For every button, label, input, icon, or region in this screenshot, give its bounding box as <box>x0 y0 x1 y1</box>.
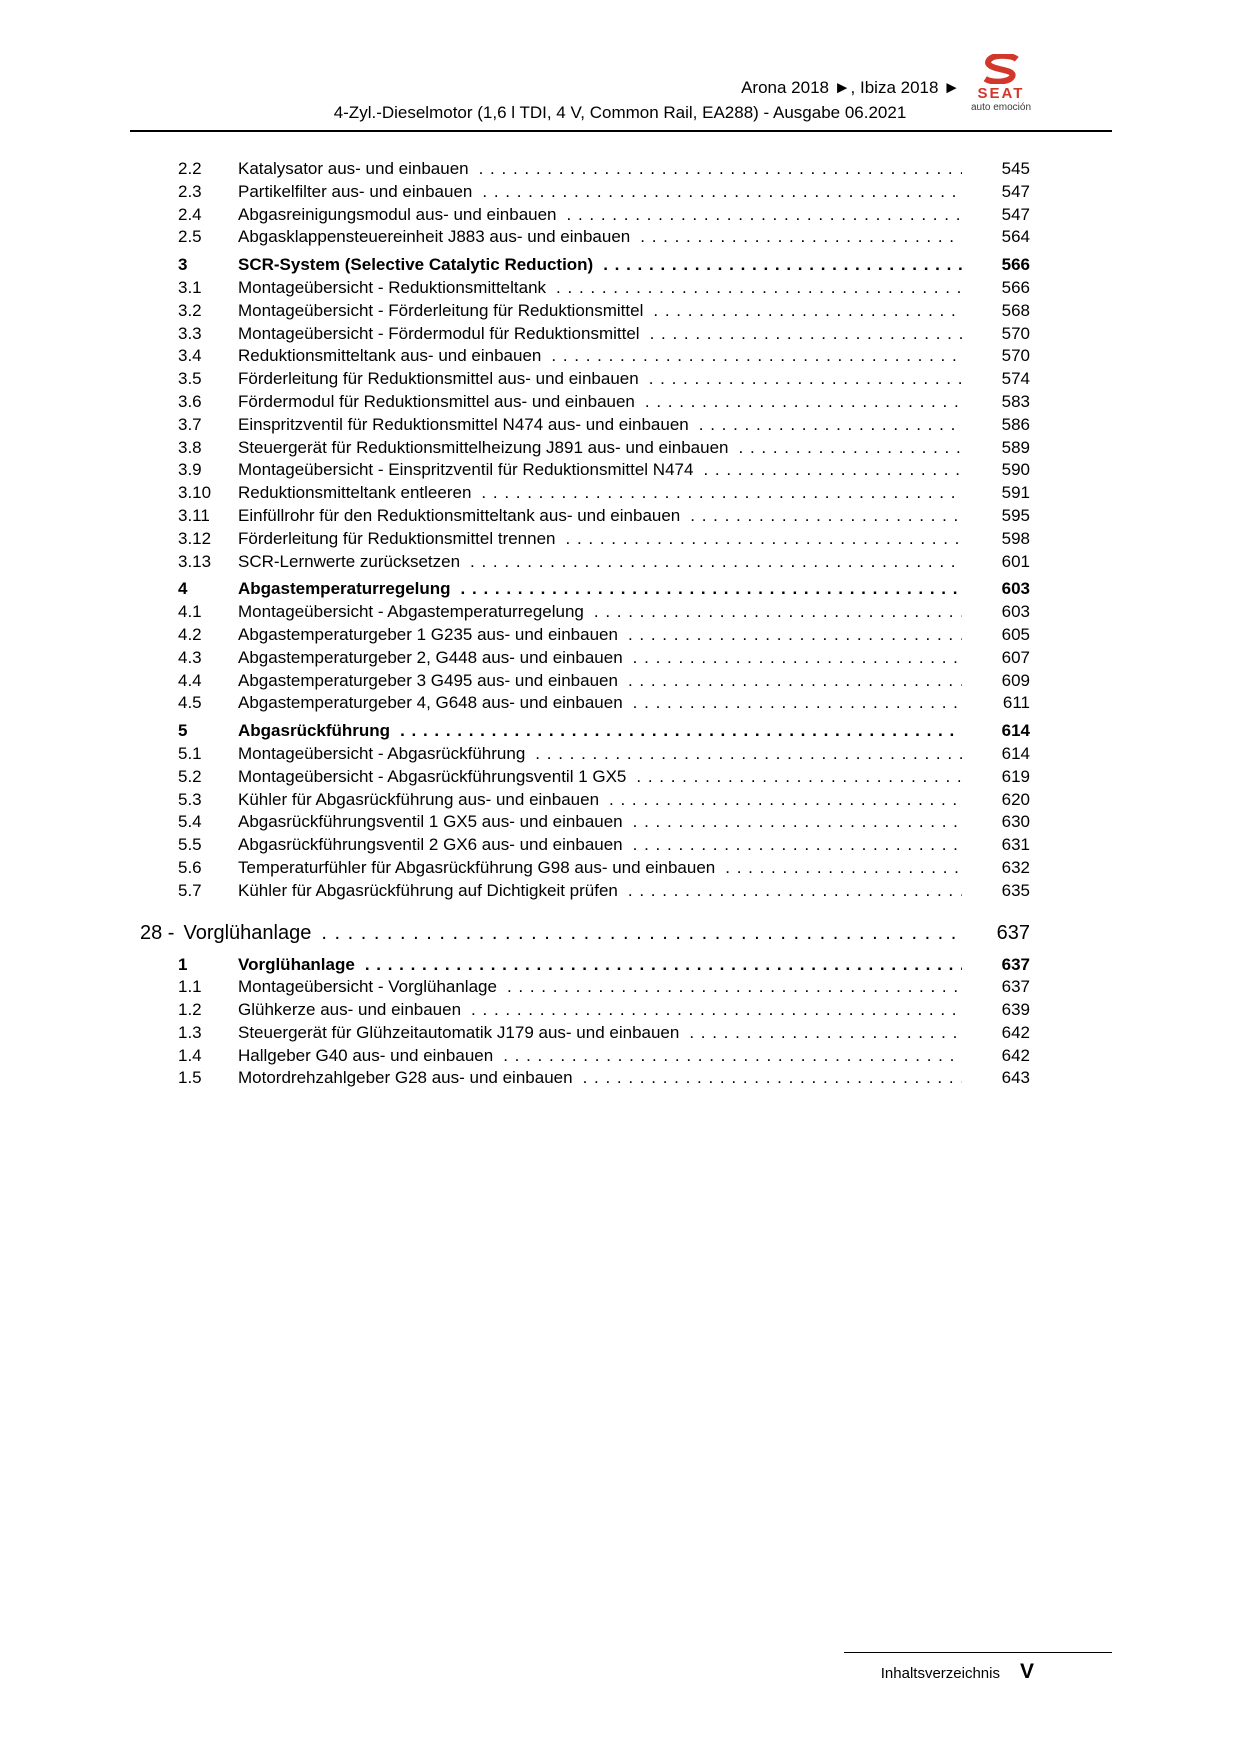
toc-entry-title: Glühkerze aus- und einbauen <box>238 1000 462 1020</box>
toc-entry-number: 5.4 <box>178 812 202 832</box>
toc-entry-title: Abgastemperaturgeber 4, G648 aus- und einbauen <box>238 693 623 713</box>
toc-entry-number: 3.13 <box>178 551 212 571</box>
toc-row <box>140 789 1030 812</box>
toc-entry-number: 3.11 <box>178 505 210 525</box>
toc-entry-title: Abgastemperaturgeber 1 G235 aus- und einbauen <box>238 624 618 644</box>
toc-row <box>140 1045 1030 1068</box>
toc-entry-number: 3.2 <box>178 300 202 320</box>
toc-entry-title: Förderleitung für Reduktionsmittel trennen <box>238 528 556 548</box>
toc-row <box>140 181 1030 204</box>
toc-entry-title: Montageübersicht - Abgasrückführung <box>238 743 526 763</box>
toc-entry-page: 605 <box>1001 624 1030 644</box>
toc-entry-title: Abgasklappensteuereinheit J883 aus- und einbauen <box>238 227 631 247</box>
toc-entry-page: 642 <box>1001 1045 1030 1065</box>
dot-leader <box>633 647 962 670</box>
toc-entry-page: 570 <box>1001 346 1030 366</box>
toc-entry-page: 643 <box>1001 1068 1030 1088</box>
toc-entry-number: 5 <box>178 721 188 741</box>
toc-entry-title: Förderleitung für Reduktionsmittel aus- und einbauen <box>238 369 639 389</box>
toc-row <box>140 505 1030 528</box>
footer-page-number: V <box>1019 1660 1034 1683</box>
toc-entry-page: 632 <box>1001 857 1030 877</box>
toc-entry-page: 547 <box>1001 181 1030 201</box>
dot-leader <box>725 857 962 880</box>
toc-entry-number: 1.5 <box>178 1068 202 1088</box>
toc-entry-page: 607 <box>1001 647 1030 667</box>
toc-entry-title: Abgasreinigungsmodul aus- und einbauen <box>238 204 557 224</box>
toc-entry-page: 568 <box>1001 300 1030 320</box>
toc-entry-number: 4.2 <box>178 624 202 644</box>
toc-row <box>140 414 1030 437</box>
toc-entry-page: 619 <box>1001 766 1030 786</box>
toc <box>140 158 1030 1090</box>
toc-entry-number: 4.4 <box>178 670 202 690</box>
toc-entry-number: 3.8 <box>178 437 202 457</box>
toc-entry-number: 1.1 <box>178 977 202 997</box>
toc-row <box>140 1067 1030 1090</box>
toc-row <box>140 999 1030 1022</box>
toc-row <box>140 834 1030 857</box>
toc-entry-number: 1.4 <box>178 1045 202 1065</box>
dot-leader <box>633 834 962 857</box>
toc-entry-page: 598 <box>1001 528 1030 548</box>
toc-entry-number: 4 <box>178 579 188 599</box>
toc-row <box>140 204 1030 227</box>
dot-leader <box>461 578 962 601</box>
toc-row <box>140 670 1030 693</box>
toc-entry-title: Montageübersicht - Abgasrückführungsventil 1 GX5 <box>238 766 627 786</box>
toc-row <box>140 459 1030 482</box>
dot-leader <box>556 277 962 300</box>
toc-entry-title: Reduktionsmitteltank entleeren <box>238 483 472 503</box>
toc-entry-number: 4.1 <box>178 602 202 622</box>
toc-row <box>140 857 1030 880</box>
toc-row <box>140 766 1030 789</box>
footer <box>881 1660 1034 1684</box>
dot-leader <box>603 254 962 277</box>
toc-entry-page: 611 <box>1002 693 1030 713</box>
dot-leader <box>479 158 962 181</box>
toc-entry-title: Einfüllrohr für den Reduktionsmitteltank aus- und einbauen <box>238 505 681 525</box>
toc-entry-title: Abgasrückführungsventil 2 GX6 aus- und einbauen <box>238 835 623 855</box>
toc-entry-page: 603 <box>1001 579 1030 599</box>
toc-entry-page: 614 <box>1001 743 1030 763</box>
toc-entry-number: 3.7 <box>178 414 202 434</box>
toc-entry-number: 2.2 <box>178 159 202 178</box>
toc-entry-title: Montageübersicht - Abgastemperaturregelung <box>238 602 584 622</box>
toc-entry-number: 5.7 <box>178 880 202 900</box>
toc-entry-page: 601 <box>1001 551 1030 571</box>
toc-row <box>140 482 1030 505</box>
toc-entry-page: 637 <box>1001 954 1030 974</box>
toc-entry-title: Montageübersicht - Förderleitung für Reduktionsmittel <box>238 300 644 320</box>
dot-leader <box>703 459 962 482</box>
toc-entry-number: 3.10 <box>178 483 212 503</box>
toc-entry-title: Steuergerät für Glühzeitautomatik J179 aus- und einbauen <box>238 1022 680 1042</box>
toc-entry-number: 3.1 <box>178 277 202 297</box>
header-divider <box>130 130 1112 132</box>
footer-section-label: Inhaltsverzeichnis <box>880 1665 1000 1682</box>
toc-row <box>140 277 1030 300</box>
toc-entry-title: Montageübersicht - Fördermodul für Reduktionsmittel <box>238 323 640 343</box>
toc-entry-page: 603 <box>1001 602 1030 622</box>
header-subtitle: 4-Zyl.-Dieselmotor (1,6 l TDI, 4 V, Common Rail, EA288) - Ausgabe 06.2021 <box>333 103 907 122</box>
toc-entry-page: 630 <box>1001 812 1030 832</box>
toc-entry-title: Kühler für Abgasrückführung aus- und einbauen <box>238 789 600 809</box>
dot-leader <box>609 789 962 812</box>
toc-row <box>140 601 1030 624</box>
toc-row <box>140 976 1030 999</box>
toc-entry-title: Partikelfilter aus- und einbauen <box>238 181 473 201</box>
toc-entry-page: 639 <box>1001 1000 1030 1020</box>
toc-entry-title: Montageübersicht - Einspritzventil für Reduktionsmittel N474 <box>238 460 694 480</box>
seat-tagline: auto emoción <box>970 102 1032 113</box>
toc-entry-number: 5.5 <box>178 835 202 855</box>
dot-leader <box>636 766 962 789</box>
toc-entry-page: 589 <box>1001 437 1030 457</box>
dot-leader <box>535 743 962 766</box>
toc-entry-page: 574 <box>1001 369 1030 389</box>
toc-entry-title: Motordrehzahlgeber G28 aus- und einbauen <box>238 1068 573 1088</box>
toc-row <box>140 368 1030 391</box>
dot-leader <box>321 918 962 948</box>
toc-entry-number: 1 <box>178 954 188 974</box>
toc-entry-title: SCR-Lernwerte zurücksetzen <box>238 551 461 571</box>
toc-entry-title: Vorglühanlage <box>183 921 312 944</box>
toc-entry-title: Reduktionsmitteltank aus- und einbauen <box>238 346 542 366</box>
toc-row <box>140 743 1030 766</box>
toc-entry-page: 631 <box>1001 835 1030 855</box>
toc-row <box>140 578 1030 601</box>
toc-entry-page: 620 <box>1001 789 1030 809</box>
dot-leader <box>628 624 962 647</box>
toc-entry-page: 545 <box>1001 159 1030 178</box>
toc-row <box>140 647 1030 670</box>
toc-entry-title: Montageübersicht - Reduktionsmitteltank <box>238 277 547 297</box>
toc-entry-page: 614 <box>1001 721 1030 741</box>
header-models: Arona 2018 ►, Ibiza 2018 ► <box>741 78 960 97</box>
dot-leader <box>503 1045 962 1068</box>
dot-leader <box>633 811 962 834</box>
dot-leader <box>633 692 962 715</box>
toc-row <box>140 437 1030 460</box>
toc-entry-page: 547 <box>1001 204 1030 224</box>
toc-entry-number: 5.2 <box>178 766 202 786</box>
dot-leader <box>628 880 962 903</box>
dot-leader <box>689 1022 962 1045</box>
dot-leader <box>640 226 962 249</box>
dot-leader <box>699 414 962 437</box>
toc-entry-number: 3.9 <box>178 460 202 480</box>
dot-leader <box>507 976 962 999</box>
toc-entry-page: 586 <box>1001 414 1030 434</box>
toc-entry-number: 5.6 <box>178 857 202 877</box>
dot-leader <box>690 505 962 528</box>
toc-entry-number: 3.3 <box>178 323 202 343</box>
toc-entry-page: 637 <box>1001 977 1030 997</box>
toc-entry-title: Montageübersicht - Vorglühanlage <box>238 977 497 997</box>
footer-divider <box>844 1652 1112 1653</box>
toc-row <box>140 300 1030 323</box>
toc-entry-page: 590 <box>1001 460 1030 480</box>
toc-row <box>140 624 1030 647</box>
toc-entry-page: 637 <box>996 921 1030 944</box>
toc-entry-number: 2.5 <box>178 227 202 247</box>
toc-entry-title: Temperaturfühler für Abgasrückführung G98 aus- und einbauen <box>238 857 716 877</box>
seat-brand-text: SEAT <box>977 85 1025 102</box>
dot-leader <box>567 204 962 227</box>
toc-entry-number: 1.3 <box>178 1022 202 1042</box>
toc-row <box>140 528 1030 551</box>
toc-row <box>140 1022 1030 1045</box>
toc-entry-number: 3 <box>178 255 188 275</box>
toc-entry-title: Einspritzventil für Reduktionsmittel N474 aus- und einbauen <box>238 414 689 434</box>
toc-entry-number: 1.2 <box>178 1000 202 1020</box>
toc-entry-page: 566 <box>1001 277 1030 297</box>
toc-entry-title: Fördermodul für Reduktionsmittel aus- und einbauen <box>238 391 635 411</box>
toc-entry-number: 3.4 <box>178 346 202 366</box>
toc-entry-page: 583 <box>1001 391 1030 411</box>
toc-entry-page: 595 <box>1001 505 1030 525</box>
toc-entry-title: Katalysator aus- und einbauen <box>238 159 469 178</box>
toc-entry-page: 635 <box>1001 880 1030 900</box>
toc-entry-number: 3.12 <box>178 528 212 548</box>
toc-entry-number: 2.3 <box>178 181 202 201</box>
dot-leader <box>739 437 963 460</box>
dot-leader <box>583 1067 962 1090</box>
dot-leader <box>645 391 962 414</box>
dot-leader <box>400 720 962 743</box>
toc-row <box>140 918 1030 948</box>
toc-entry-title: Hallgeber G40 aus- und einbauen <box>238 1045 494 1065</box>
toc-row <box>140 811 1030 834</box>
toc-row <box>140 254 1030 277</box>
toc-row <box>140 692 1030 715</box>
dot-leader <box>653 300 962 323</box>
dot-leader <box>594 601 962 624</box>
toc-entry-page: 566 <box>1001 255 1030 275</box>
toc-row <box>140 880 1030 903</box>
toc-row <box>140 323 1030 346</box>
toc-row <box>140 226 1030 249</box>
toc-entry-title: Kühler für Abgasrückführung auf Dichtigkeit prüfen <box>238 880 618 900</box>
toc-row <box>140 551 1030 574</box>
toc-row <box>140 391 1030 414</box>
dot-leader <box>628 670 962 693</box>
dot-leader <box>650 323 962 346</box>
toc-entry-title: SCR-System (Selective Catalytic Reduction) <box>238 255 594 275</box>
toc-entry-page: 570 <box>1001 323 1030 343</box>
toc-row <box>140 720 1030 743</box>
toc-entry-page: 591 <box>1001 483 1030 503</box>
toc-entry-number: 3.5 <box>178 369 202 389</box>
toc-entry-number: 3.6 <box>178 391 202 411</box>
toc-entry-page: 642 <box>1001 1022 1030 1042</box>
toc-entry-number: 28 - <box>140 921 175 944</box>
toc-entry-page: 564 <box>1001 227 1030 247</box>
toc-entry-title: Abgasrückführungsventil 1 GX5 aus- und einbauen <box>238 812 623 832</box>
dot-leader <box>566 528 963 551</box>
toc-entry-page: 609 <box>1001 670 1030 690</box>
toc-row <box>140 954 1030 977</box>
dot-leader <box>482 181 962 204</box>
dot-leader <box>471 999 962 1022</box>
toc-entry-title: Vorglühanlage <box>238 954 355 974</box>
toc-entry-title: Abgastemperaturregelung <box>238 579 451 599</box>
dot-leader <box>649 368 962 391</box>
toc-entry-number: 5.1 <box>178 743 202 763</box>
toc-entry-title: Abgastemperaturgeber 3 G495 aus- und einbauen <box>238 670 618 690</box>
toc-entry-number: 4.3 <box>178 647 202 667</box>
toc-entry-title: Abgasrückführung <box>238 721 391 741</box>
dot-leader <box>365 954 962 977</box>
toc-entry-title: Steuergerät für Reduktionsmittelheizung J891 aus- und einbauen <box>238 437 729 457</box>
toc-row <box>140 345 1030 368</box>
toc-entry-number: 5.3 <box>178 789 202 809</box>
toc-entry-number: 2.4 <box>178 204 202 224</box>
dot-leader <box>551 345 962 368</box>
toc-row <box>140 158 1030 181</box>
dot-leader <box>470 551 962 574</box>
seat-s-icon <box>983 54 1019 84</box>
dot-leader <box>481 482 962 505</box>
toc-entry-title: Abgastemperaturgeber 2, G448 aus- und einbauen <box>238 647 623 667</box>
toc-entry-number: 4.5 <box>178 693 202 713</box>
